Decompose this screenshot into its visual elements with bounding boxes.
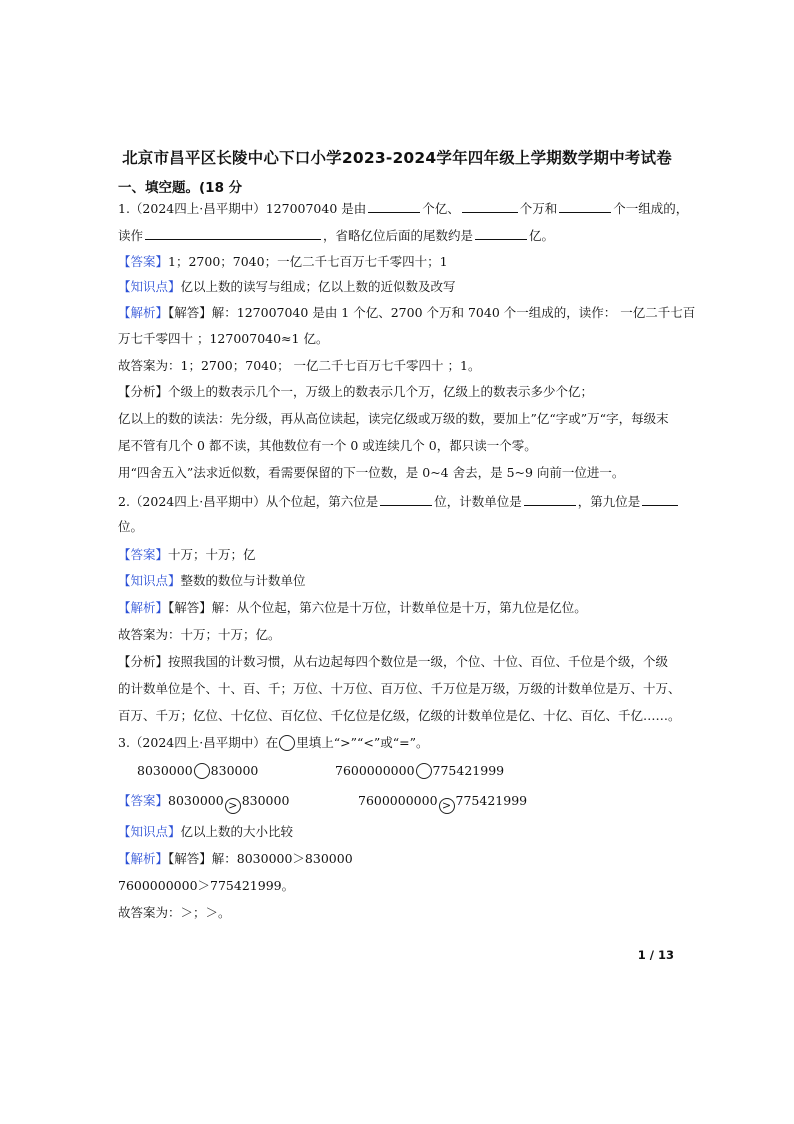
blank [368,200,420,213]
number: 8030000 [168,793,224,808]
q1-text: 亿。 [529,228,555,243]
q1-point [118,279,456,295]
number: 830000 [241,793,290,808]
q2-text: 位，计数单位是 [434,494,522,509]
q2-line2: 位。 [118,519,144,534]
q1-analysis-6: 尾不管有几个 0 都不读，其他数位有一个 0 或连续几个 0，都只读一个零。 [118,438,537,453]
q1-line1 [118,200,688,217]
q2-answer [118,547,256,563]
q1-answer [118,254,448,270]
q2-analysis-2: 故答案为：十万；十万；亿。 [118,627,281,642]
analysis-text: 【解答】解：从个位起，第六位是十万位，计数单位是十万，第九位是亿位。 [168,600,587,615]
q3-text: 3.（2024四上·昌平期中）在 [118,735,279,750]
number: 8030000 [137,763,193,778]
q3-answer [118,793,289,814]
section-heading: 一、填空题。(18 分 [118,180,243,196]
point-tag: 【知识点】 [118,573,181,588]
q1-text: 1.（2024四上·昌平期中）127007040 是由 [118,201,367,216]
answer-text: 1；2700；7040；一亿二千七百万七千零四十；1 [168,254,448,269]
q1-text: 个亿、 [422,201,460,216]
q1-text: 读作 [118,228,144,243]
q3-line1 [118,735,428,751]
q3-compare-1 [137,763,258,779]
analysis-tag: 【解析】 [118,305,169,320]
number: 7600000000 [335,763,415,778]
q1-analysis-4: 【分析】个级上的数表示几个一，万级上的数表示几个万，亿级上的数表示多少个亿； [118,384,594,399]
circle-icon [416,763,432,779]
q2-analysis-3: 【分析】按照我国的计数习惯，从右边起每四个数位是一级，个位、十位、百位、千位是个级，个级 [118,654,669,669]
q2-line1 [118,493,680,510]
number: 830000 [210,763,259,778]
point-text: 亿以上数的读写与组成；亿以上数的近似数及改写 [180,279,456,294]
page-number: 1 / 13 [637,948,674,962]
answer-tag: 【答案】 [118,547,169,562]
q1-analysis-5: 亿以上的数的读法：先分级，再从高位读起，读完亿级或万级的数，要加上”亿“字或”万“字，每级末 [118,411,669,426]
blank [475,227,527,240]
blank [145,227,321,240]
blank [642,493,678,506]
point-text: 亿以上数的大小比较 [180,824,294,839]
q3-answer-2 [358,793,527,814]
number: 775421999 [455,793,528,808]
q3-analysis-1 [118,851,353,867]
point-tag: 【知识点】 [118,824,181,839]
q2-analysis-4: 的计数单位是个、十、百、千；万位、十万位、百万位、千万位是万级，万级的计数单位是万、十万、 [118,681,681,696]
analysis-text: 【解答】解：8030000＞830000 [168,851,353,866]
q3-compare-2 [335,763,504,779]
circle-icon [194,763,210,779]
q1-line2 [118,227,554,244]
blank [559,200,611,213]
point-text: 整数的数位与计数单位 [180,573,306,588]
q3-analysis-2: 7600000000＞775421999。 [118,878,295,893]
q1-analysis-7: 用“四舍五入”法求近似数，看需要保留的下一位数，是 0~4 舍去，是 5~9 向前一位进一。 [118,465,625,480]
q1-text: ，省略亿位后面的尾数约是 [323,228,474,243]
q1-analysis-2: 万七千零四十 ；127007040≈1 亿。 [118,331,329,346]
q2-text: 2.（2024四上·昌平期中）从个位起，第六位是 [118,494,379,509]
q2-analysis-5: 百万、千万；亿位、十亿位、百亿位、千亿位是亿级，亿级的计数单位是亿、十亿、百亿、千亿……。 [118,708,681,723]
q3-point [118,824,293,840]
blank [380,493,432,506]
answer-tag: 【答案】 [118,793,169,808]
answer-text: 十万；十万；亿 [168,547,256,562]
analysis-tag: 【解析】 [118,851,169,866]
page-title: 北京市昌平区长陵中心下口小学2023-2024学年四年级上学期数学期中考试卷 [122,149,672,167]
greater-than-circle-icon: > [225,798,241,814]
q1-analysis-3: 故答案为：1；2700；7040； 一亿二千七百万七千零四十 ；1。 [118,358,481,373]
blank [462,200,518,213]
q2-text: ，第九位是 [577,494,641,509]
number: 775421999 [432,763,505,778]
number: 7600000000 [358,793,438,808]
circle-icon [279,735,295,751]
analysis-tag: 【解析】 [118,600,169,615]
blank [524,493,576,506]
point-tag: 【知识点】 [118,279,181,294]
q1-text: 个万和 [519,201,558,216]
q2-point [118,573,306,589]
analysis-text: 【解答】解：127007040 是由 1 个亿、2700 个万和 7040 个一组成的，读作： 一亿二千七百 [168,305,696,320]
q3-text: 里填上“>”“<”或“=”。 [296,735,429,750]
q2-analysis-1 [118,600,587,616]
greater-than-circle-icon: > [439,798,455,814]
q1-analysis-1 [118,305,695,321]
q1-text: 个一组成的， [613,201,689,216]
answer-tag: 【答案】 [118,254,169,269]
q3-analysis-3: 故答案为：＞；＞。 [118,905,231,920]
